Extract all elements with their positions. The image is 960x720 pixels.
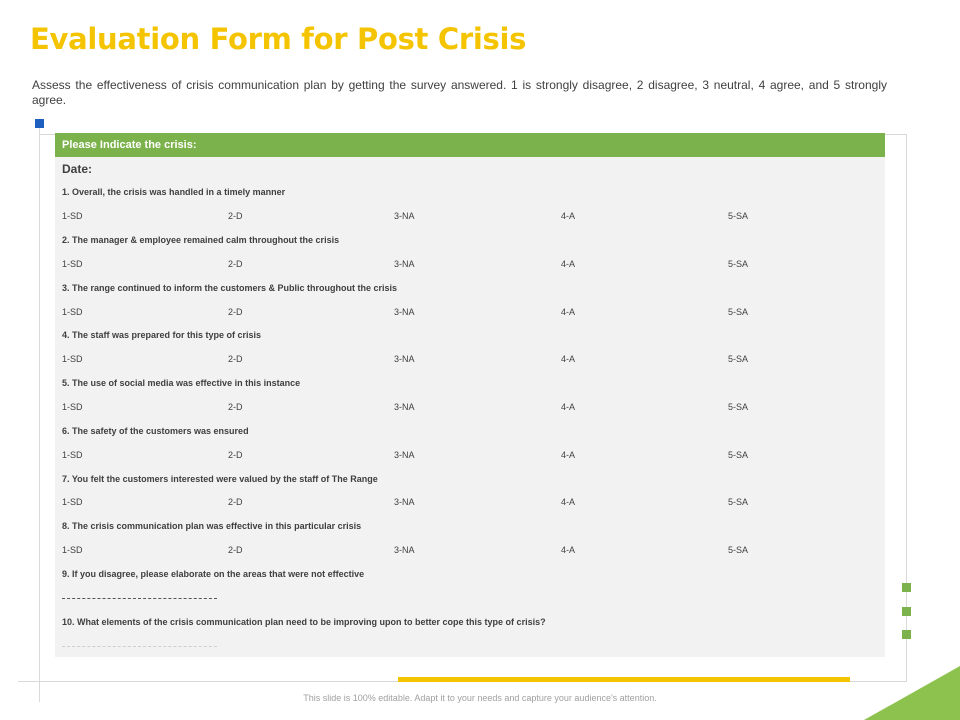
rating-option-4[interactable]: 4-A [561,402,576,412]
frame-line-left [39,128,40,702]
rating-option-2[interactable]: 2-D [228,497,243,507]
question: 10. What elements of the crisis communication plan need to be improving upon to better cope this type of crisis? [62,617,546,627]
rating-option-3[interactable]: 3-NA [394,307,415,317]
rating-option-4[interactable]: 4-A [561,497,576,507]
footer-note: This slide is 100% editable. Adapt it to your needs and capture your audience's attention. [303,693,657,703]
question: 5. The use of social media was effective in this instance [62,378,301,388]
rating-option-2[interactable]: 2-D [228,402,243,412]
question: 2. The manager & employee remained calm throughout the crisis [62,235,340,245]
yellow-accent-bar [398,677,850,682]
rating-option-2[interactable]: 2-D [228,545,243,555]
rating-option-3[interactable]: 3-NA [394,259,415,269]
rating-option-5[interactable]: 5-SA [728,211,749,221]
rating-option-1[interactable]: 1-SD [62,354,83,364]
rating-row [62,354,862,366]
rating-option-5[interactable]: 5-SA [728,450,749,460]
slide-description: Assess the effectiveness of crisis communication plan by getting the survey answered. 1 is strongly disagree, 2 disagree, 3 neutral, 4 agree, and 5 strongly agree. [32,78,887,107]
date-label: Date: [62,162,93,176]
question: 1. Overall, the crisis was handled in a timely manner [62,187,286,197]
rating-option-5[interactable]: 5-SA [728,354,749,364]
answer-line[interactable] [62,598,217,599]
slide-title: Evaluation Form for Post Crisis [30,22,527,56]
form-header: Please Indicate the crisis: [55,133,885,157]
rating-option-2[interactable]: 2-D [228,450,243,460]
rating-row [62,450,862,462]
rating-option-4[interactable]: 4-A [561,545,576,555]
rating-option-4[interactable]: 4-A [561,307,576,317]
rating-option-3[interactable]: 3-NA [394,545,415,555]
question: 6. The safety of the customers was ensured [62,426,249,436]
rating-row [62,402,862,414]
rating-option-3[interactable]: 3-NA [394,211,415,221]
rating-option-2[interactable]: 2-D [228,354,243,364]
rating-option-3[interactable]: 3-NA [394,402,415,412]
rating-option-5[interactable]: 5-SA [728,307,749,317]
rating-option-2[interactable]: 2-D [228,259,243,269]
rating-option-5[interactable]: 5-SA [728,402,749,412]
rating-option-1[interactable]: 1-SD [62,211,83,221]
rating-option-4[interactable]: 4-A [561,450,576,460]
rating-row [62,259,862,271]
rating-option-3[interactable]: 3-NA [394,497,415,507]
rating-option-4[interactable]: 4-A [561,211,576,221]
rating-option-4[interactable]: 4-A [561,259,576,269]
blue-accent-square [35,119,44,128]
question: 8. The crisis communication plan was effective in this particular crisis [62,521,362,531]
rating-option-1[interactable]: 1-SD [62,545,83,555]
rating-option-1[interactable]: 1-SD [62,402,83,412]
answer-line[interactable] [62,646,217,647]
green-accent-square [902,630,911,639]
rating-option-3[interactable]: 3-NA [394,450,415,460]
frame-line-right [906,134,907,682]
rating-row [62,307,862,319]
question: 4. The staff was prepared for this type of crisis [62,330,262,340]
rating-option-2[interactable]: 2-D [228,211,243,221]
rating-option-5[interactable]: 5-SA [728,497,749,507]
rating-option-1[interactable]: 1-SD [62,450,83,460]
question: 7. You felt the customers interested were valued by the staff of The Range [62,474,378,484]
question: 9. If you disagree, please elaborate on the areas that were not effective [62,569,365,579]
rating-option-3[interactable]: 3-NA [394,354,415,364]
rating-row [62,211,862,223]
green-accent-square [902,607,911,616]
rating-option-1[interactable]: 1-SD [62,497,83,507]
question: 3. The range continued to inform the customers & Public throughout the crisis [62,283,398,293]
rating-option-1[interactable]: 1-SD [62,307,83,317]
rating-option-1[interactable]: 1-SD [62,259,83,269]
rating-row [62,545,862,557]
evaluation-form [55,133,885,657]
green-accent-square [902,583,911,592]
rating-option-5[interactable]: 5-SA [728,259,749,269]
rating-option-4[interactable]: 4-A [561,354,576,364]
rating-option-5[interactable]: 5-SA [728,545,749,555]
rating-row [62,497,862,509]
rating-option-2[interactable]: 2-D [228,307,243,317]
